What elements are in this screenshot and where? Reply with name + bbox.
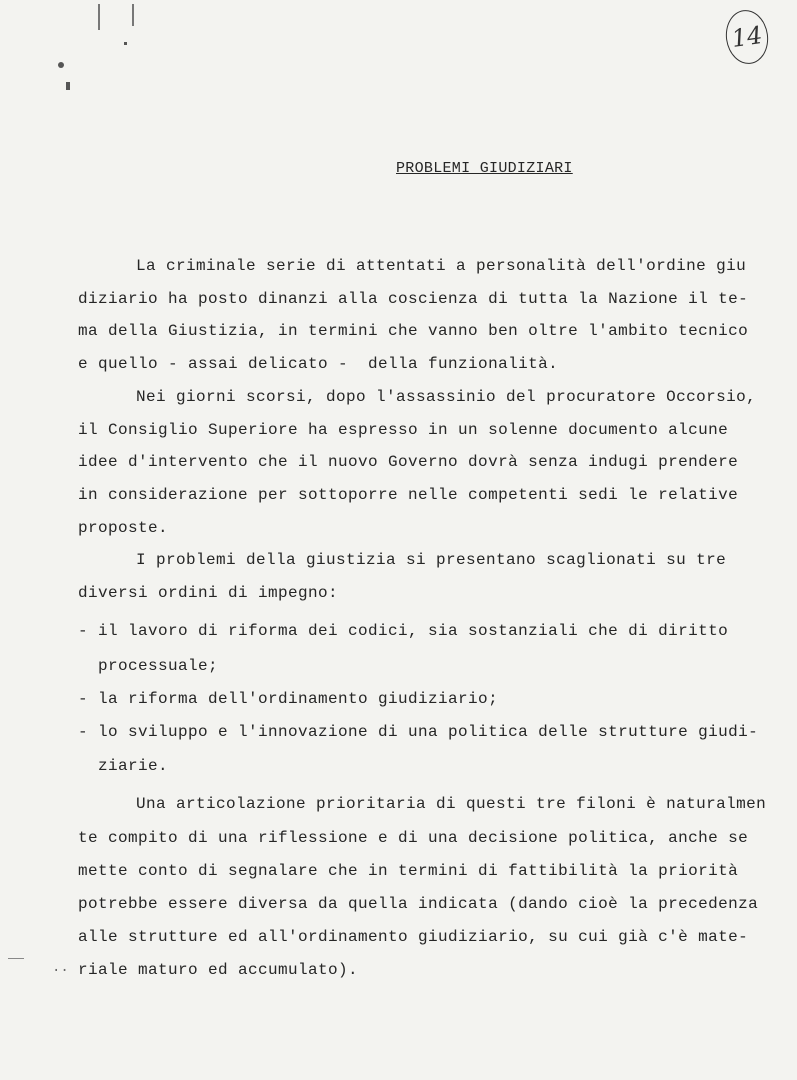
text-line: il Consiglio Superiore ha espresso in un solenne documento alcune — [78, 421, 729, 439]
text-line: Nei giorni scorsi, dopo l'assassinio del procuratore Occorsio, — [136, 388, 757, 406]
margin-mark: .. — [52, 960, 69, 976]
text-line: in considerazione per sottoporre nelle competenti sedi le relative — [78, 486, 739, 504]
text-line: processuale; — [98, 657, 219, 675]
text-line: riale maturo ed accumulato). — [78, 961, 359, 979]
list-item: - il lavoro di riforma dei codici, sia sostanziali che di diritto — [78, 622, 729, 640]
page-title: PROBLEMI GIUDIZIARI — [396, 160, 573, 177]
text-line: mette conto di segnalare che in termini di fattibilità la priorità — [78, 862, 739, 880]
text-line: diversi ordini di impegno: — [78, 584, 339, 602]
text-line: diziario ha posto dinanzi alla coscienza di tutta la Nazione il te- — [78, 290, 749, 308]
text-line: alle strutture ed all'ordinamento giudiziario, su cui già c'è mate- — [78, 928, 749, 946]
text-line: I problemi della giustizia si presentano scaglionati su tre — [136, 551, 727, 569]
list-item: - lo sviluppo e l'innovazione di una politica delle strutture giudi- — [78, 723, 759, 741]
text-line: Una articolazione prioritaria di questi tre filoni è naturalmen — [136, 795, 767, 813]
scan-artifact — [98, 4, 100, 30]
text-line: e quello - assai delicato - della funzionalità. — [78, 355, 559, 373]
text-line: ma della Giustizia, in termini che vanno ben oltre l'ambito tecnico — [78, 322, 749, 340]
text-line: te compito di una riflessione e di una decisione politica, anche se — [78, 829, 749, 847]
text-line: potrebbe essere diversa da quella indicata (dando cioè la precedenza — [78, 895, 759, 913]
text-line: idee d'intervento che il nuovo Governo dovrà senza indugi prendere — [78, 453, 739, 471]
text-line: ziarie. — [98, 757, 169, 775]
scan-artifact — [66, 82, 70, 90]
text-line: proposte. — [78, 519, 169, 537]
scan-artifact — [58, 62, 64, 68]
text-line: La criminale serie di attentati a personalità dell'ordine giu — [136, 257, 747, 275]
page-number-stamp: 14 — [722, 7, 771, 66]
scan-artifact — [132, 4, 134, 26]
list-item: - la riforma dell'ordinamento giudiziario; — [78, 690, 499, 708]
margin-dash — [8, 958, 24, 959]
scan-artifact — [124, 42, 127, 45]
